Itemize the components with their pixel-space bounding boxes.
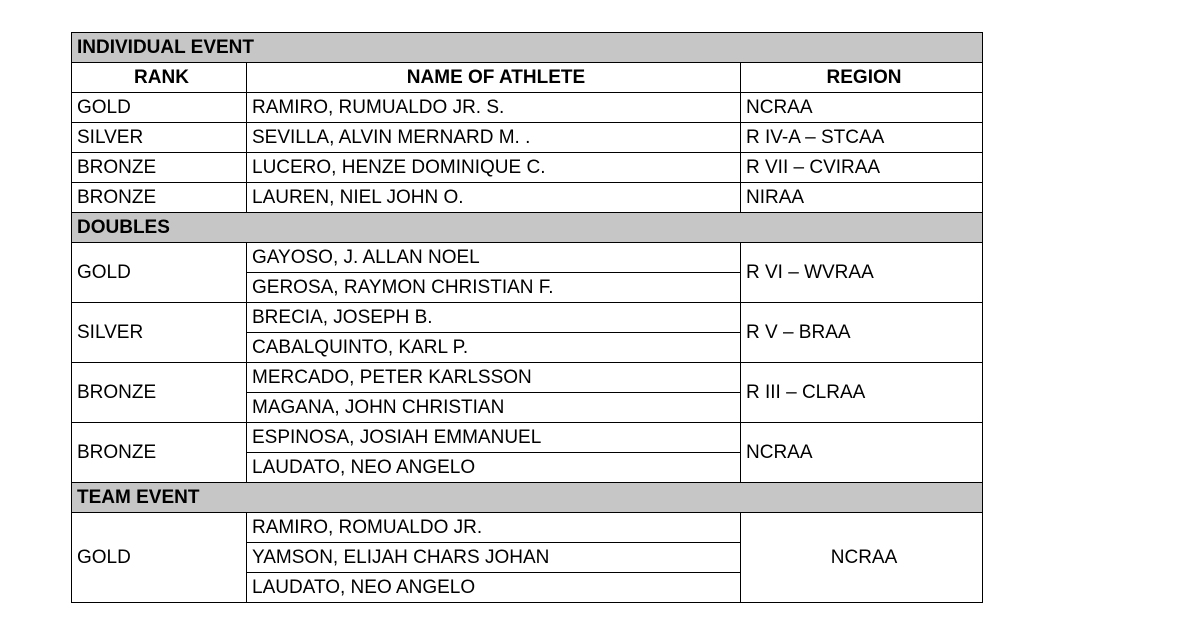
athlete-name-cell: SEVILLA, ALVIN MERNARD M. . [247,123,741,153]
athlete-name-cell: LAUREN, NIEL JOHN O. [247,183,741,213]
rank-cell: BRONZE [72,183,247,213]
table-row [72,123,983,153]
athlete-name-cell: CABALQUINTO, KARL P. [247,333,741,363]
rank-cell: GOLD [72,513,247,603]
region-cell: R VI – WVRAA [741,243,983,303]
region-cell: R VII – CVIRAA [741,153,983,183]
table-row [72,303,983,333]
header-row [72,63,983,93]
header-rank: RANK [72,63,247,93]
athlete-name-cell: MERCADO, PETER KARLSSON [247,363,741,393]
athlete-name-cell: RAMIRO, ROMUALDO JR. [247,513,741,543]
section-title-team: TEAM EVENT [72,483,983,513]
section-row-doubles [72,213,983,243]
rank-cell: GOLD [72,243,247,303]
rank-cell: GOLD [72,93,247,123]
athlete-name-cell: LUCERO, HENZE DOMINIQUE C. [247,153,741,183]
table-row [72,513,983,543]
table-row [72,423,983,453]
section-title-individual: INDIVIDUAL EVENT [72,33,983,63]
region-cell: NCRAA [741,93,983,123]
table-row [72,93,983,123]
rank-cell: BRONZE [72,363,247,423]
section-row-individual [72,33,983,63]
table-row [72,183,983,213]
rank-cell: SILVER [72,303,247,363]
athlete-name-cell: BRECIA, JOSEPH B. [247,303,741,333]
rank-cell: BRONZE [72,153,247,183]
athlete-name-cell: YAMSON, ELIJAH CHARS JOHAN [247,543,741,573]
table-row [72,363,983,393]
rank-cell: SILVER [72,123,247,153]
medal-results-table [71,32,983,603]
table-row [72,243,983,273]
athlete-name-cell: RAMIRO, RUMUALDO JR. S. [247,93,741,123]
region-cell: NIRAA [741,183,983,213]
section-title-doubles: DOUBLES [72,213,983,243]
athlete-name-cell: MAGANA, JOHN CHRISTIAN [247,393,741,423]
region-cell: R III – CLRAA [741,363,983,423]
rank-cell: BRONZE [72,423,247,483]
header-region: REGION [741,63,983,93]
athlete-name-cell: GEROSA, RAYMON CHRISTIAN F. [247,273,741,303]
header-name: NAME OF ATHLETE [247,63,741,93]
region-cell: R V – BRAA [741,303,983,363]
athlete-name-cell: LAUDATO, NEO ANGELO [247,453,741,483]
table-row [72,153,983,183]
athlete-name-cell: ESPINOSA, JOSIAH EMMANUEL [247,423,741,453]
region-cell: NCRAA [741,513,983,603]
region-cell: NCRAA [741,423,983,483]
region-cell: R IV-A – STCAA [741,123,983,153]
athlete-name-cell: LAUDATO, NEO ANGELO [247,573,741,603]
athlete-name-cell: GAYOSO, J. ALLAN NOEL [247,243,741,273]
section-row-team [72,483,983,513]
